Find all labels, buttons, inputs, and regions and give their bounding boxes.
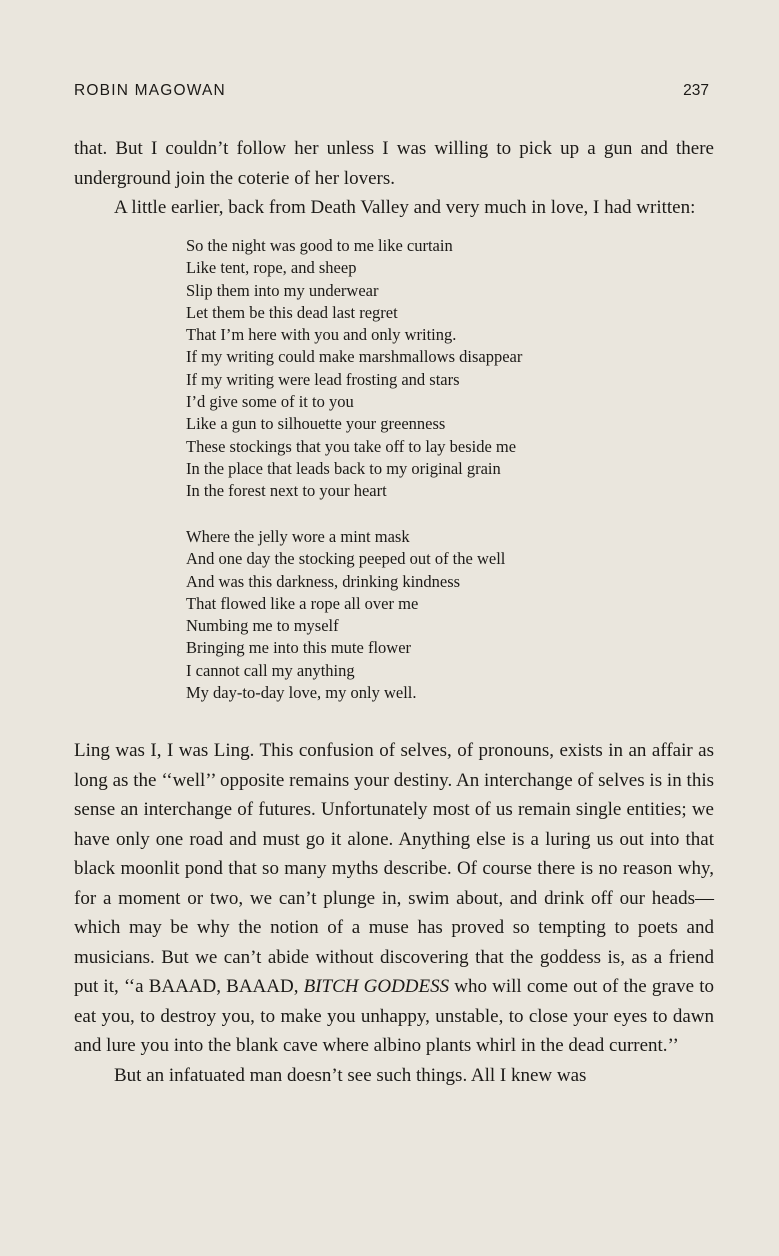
poem-line: That I’m here with you and only writing. bbox=[186, 325, 457, 345]
closing-prose bbox=[74, 736, 714, 1090]
poem-line: In the place that leads back to my original grain bbox=[186, 458, 501, 478]
running-head-author: ROBIN MAGOWAN bbox=[74, 82, 226, 99]
poem-line: I cannot call my anything bbox=[186, 660, 355, 680]
poem-line: And was this darkness, drinking kindness bbox=[186, 571, 461, 591]
poem-line: So the night was good to me like curtain bbox=[186, 236, 453, 255]
poem-line: If my writing were lead frosting and stars bbox=[186, 369, 460, 389]
paragraph-3-text-a: Ling was I, I was Ling. This confusion of selves, of pronouns, exists in an affair as long as the ‘‘well’’ opposite remains your destiny. An interchange of selves is in this sense an interchange of futures. Unfortunately most of us remain single entities; we have only one road and must go it alone. Anything else is a luring us out into that black moonlit pond that so many myths describe. Of course there is no reason why, for a moment or two, we can’t plunge in, swim about, and drink off our heads—which may be why the notion of a muse has proved so tempting to poets and musicians. But we can’t abide without discovering that the goddess is, as a friend put it, ‘‘a BAAAD, BAAAD, bbox=[74, 740, 714, 997]
poem-line: These stockings that you take off to lay beside me bbox=[186, 436, 517, 456]
paragraph-2: A little earlier, back from Death Valley and very much in love, I had written: bbox=[114, 197, 696, 218]
poem-line: Numbing me to myself bbox=[186, 616, 339, 636]
paragraph-3 bbox=[74, 736, 714, 1061]
paragraph-4: But an infatuated man doesn’t see such things. All I knew was bbox=[114, 1064, 587, 1086]
running-head bbox=[74, 82, 709, 104]
poem-line: In the forest next to your heart bbox=[186, 481, 387, 501]
opening-prose bbox=[74, 134, 714, 223]
poem-line: I’d give some of it to you bbox=[186, 392, 354, 412]
paragraph-3-italic-phrase: BITCH GODDESS bbox=[303, 976, 450, 997]
poem-line: Like tent, rope, and sheep bbox=[186, 258, 357, 278]
poem-line: And one day the stocking peeped out of the well bbox=[186, 549, 506, 569]
poem-line: Slip them into my underwear bbox=[186, 280, 379, 300]
poem-line: Where the jelly wore a mint mask bbox=[186, 527, 410, 546]
poem-line: That flowed like a rope all over me bbox=[186, 593, 419, 613]
poem-line: If my writing could make marshmallows disappear bbox=[186, 347, 523, 367]
poem-stanza-1 bbox=[186, 235, 522, 503]
page-number: 237 bbox=[683, 82, 709, 99]
paragraph-3-text-b: who will come out of the grave to eat you, to destroy you, to make you unhappy, unstable, to close your eyes to dawn and lure you into the blank cave where albino plants whirl in the dead current.’’ bbox=[74, 976, 714, 1056]
poem-line: Bringing me into this mute flower bbox=[186, 638, 412, 658]
poem-line: My day-to-day love, my only well. bbox=[186, 683, 417, 703]
paragraph-1: that. But I couldn’t follow her unless I was willing to pick up a gun and there underground join the coterie of her lovers. bbox=[74, 138, 714, 189]
poem-stanza-2 bbox=[186, 526, 505, 704]
poem-line: Like a gun to silhouette your greenness bbox=[186, 414, 446, 434]
poem-line: Let them be this dead last regret bbox=[186, 302, 398, 322]
